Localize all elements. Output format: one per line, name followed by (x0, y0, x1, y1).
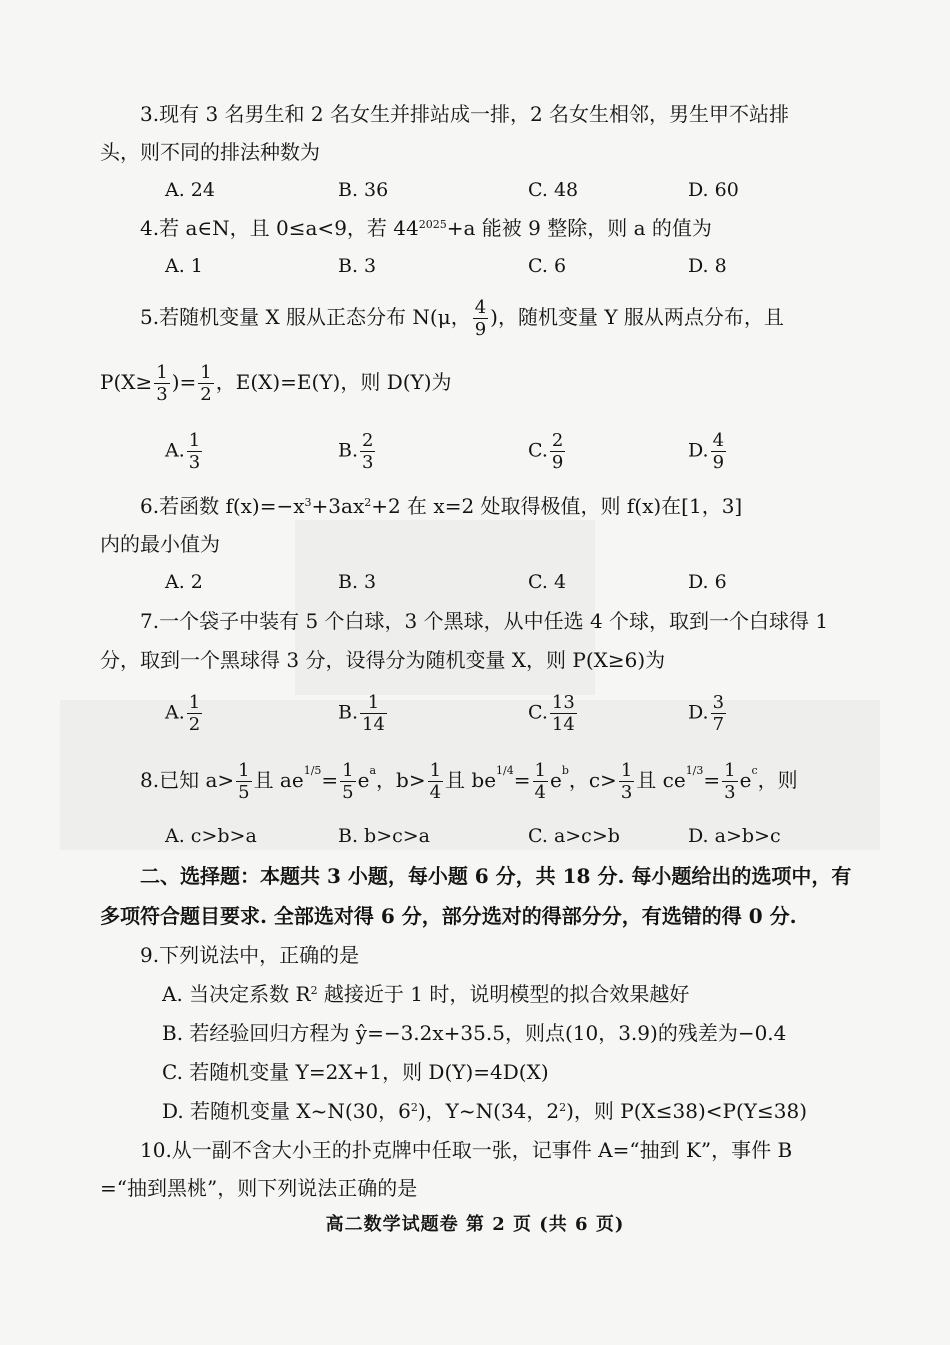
q8-frac-1-5 (236, 760, 251, 803)
q5-option-d (688, 430, 728, 473)
q5-variance-fraction (473, 297, 488, 340)
q6-exp2: 2 (364, 496, 372, 509)
q5-option-c (528, 430, 567, 473)
q5-line2 (100, 362, 452, 405)
q3-line2: 头，则不同的排法种数为 (100, 140, 320, 164)
q8-frac-1-3 (619, 760, 634, 803)
q7-d-den: 7 (712, 714, 725, 735)
q8-frac-1-4 (428, 760, 443, 803)
q7-a-num: 1 (188, 692, 201, 713)
q6-option-b: B. 3 (338, 571, 377, 593)
q8-exp-a: a (369, 764, 377, 777)
q8-t13: ，则 (757, 768, 798, 792)
q10-line1: 10.从一副不含大小王的扑克牌中任取一张，记事件 A=“抽到 K”，事件 B (140, 1138, 793, 1162)
q6-post: +2 在 x=2 处取得极值，则 f(x)在[1，3] (371, 494, 743, 518)
q8-frac-1-3b (722, 760, 737, 803)
q8-f4n: 1 (429, 760, 442, 781)
q8-sup-b: 1/4 (496, 764, 514, 777)
q7-c-frac (550, 692, 577, 735)
q9-a-post: 越接近于 1 时，说明模型的拟合效果越好 (317, 982, 690, 1006)
q5-d-num: 4 (712, 430, 725, 451)
q5-line2-c: ，E(X)=E(Y)，则 D(Y)为 (215, 370, 452, 394)
q5-d-label: D. (688, 439, 709, 462)
q8-f5n: 1 (238, 760, 250, 781)
q8-t9: ，c> (568, 768, 617, 792)
page-footer: 高二数学试题卷 第 2 页 (共 6 页) (325, 1214, 625, 1235)
q8-f5n-b: 1 (342, 760, 354, 781)
q5-c-num: 2 (551, 430, 564, 451)
q9-option-d (162, 1097, 807, 1125)
q4-option-b: B. 3 (338, 255, 377, 277)
q6-line2: 内的最小值为 (100, 532, 220, 556)
q8-stem (140, 760, 798, 803)
q8-t3: = (321, 768, 339, 792)
q5-p-fraction (154, 362, 169, 405)
q3-line1: 3.现有 3 名男生和 2 名女生并排站成一排，2 名女生相邻，男生甲不站排 (140, 102, 790, 126)
q8-exp-c: c (751, 764, 758, 777)
q5-c-frac (550, 430, 565, 473)
q5-r-num: 1 (200, 362, 212, 383)
q8-option-d: D. a>b>c (688, 825, 781, 847)
q7-c-den: 14 (551, 714, 575, 735)
q8-f5d: 5 (238, 782, 250, 803)
q5-a-label: A. (165, 439, 185, 462)
q6-option-c: C. 4 (528, 571, 567, 593)
q7-option-b (338, 692, 389, 735)
q8-f4d-b: 4 (534, 782, 546, 803)
q9-d-exp1: 2 (410, 1101, 418, 1114)
q8-option-c: C. a>c>b (528, 825, 620, 847)
q9-stem: 9.下列说法中，正确的是 (140, 943, 360, 967)
q9-d-pre: D. 若随机变量 X~N(30，6 (162, 1099, 411, 1123)
q8-f3d: 3 (620, 782, 633, 803)
q5-b-frac (360, 430, 375, 473)
q5-line1 (140, 297, 784, 340)
q6-mid: +3ax (311, 494, 365, 518)
q8-f4d: 4 (429, 782, 442, 803)
q7-option-a (165, 692, 204, 735)
q5-b-num: 2 (362, 430, 374, 451)
q4-stem-pre: 4.若 a∈N，且 0≤a<9，若 44 (140, 216, 419, 240)
q7-line1: 7.一个袋子中装有 5 个白球，3 个黑球，从中任选 4 个球，取到一个白球得 1 (140, 609, 829, 633)
q3-option-b: B. 36 (338, 179, 389, 201)
q7-option-d (688, 692, 728, 735)
q5-line2-b: )= (171, 370, 197, 394)
q6-stem (140, 492, 742, 520)
q5-option-a (165, 430, 204, 473)
q9-d-mid: )，Y~N(34，2 (417, 1099, 560, 1123)
q8-f3n-b: 1 (724, 760, 736, 781)
q4-exponent: 2025 (418, 218, 447, 231)
q5-d-frac (711, 430, 726, 473)
q7-b-frac (360, 692, 387, 735)
q6-option-d: D. 6 (688, 571, 727, 593)
q8-t4: e (357, 768, 370, 792)
q4-stem (140, 214, 712, 242)
q7-a-label: A. (165, 701, 185, 724)
q8-f5d-b: 5 (342, 782, 354, 803)
q5-p-num: 1 (156, 362, 168, 383)
q7-b-label: B. (338, 701, 359, 724)
q7-d-frac (711, 692, 726, 735)
section2-heading-line1: 二、选择题：本题共 3 小题，每小题 6 分，共 18 分. 每小题给出的选项中，有 (140, 864, 852, 888)
q8-t7: = (513, 768, 531, 792)
q8-t8: e (549, 768, 562, 792)
q8-t11: = (703, 768, 721, 792)
q5-line2-a: P(X≥ (100, 370, 153, 394)
q8-t6: 且 be (445, 768, 497, 792)
q4-option-d: D. 8 (688, 255, 727, 277)
q8-t10: 且 ce (636, 768, 686, 792)
q6-pre: 6.若函数 f(x)=−x (140, 494, 305, 518)
q5-b-den: 3 (362, 452, 374, 473)
q8-t2: 且 ae (253, 768, 304, 792)
q5-a-frac (187, 430, 202, 473)
q8-sup-a: 1/5 (303, 764, 322, 777)
q9-d-exp2: 2 (559, 1101, 567, 1114)
q8-f3n: 1 (620, 760, 633, 781)
q10-line2: =“抽到黑桃”，则下列说法正确的是 (100, 1176, 418, 1200)
q9-option-c: C. 若随机变量 Y=2X+1，则 D(Y)=4D(X) (162, 1060, 549, 1084)
q8-f4n-b: 1 (534, 760, 546, 781)
q7-a-frac (187, 692, 202, 735)
q7-d-label: D. (688, 701, 709, 724)
q7-d-num: 3 (712, 692, 725, 713)
q8-sup-c: 1/3 (685, 764, 704, 777)
q9-option-b: B. 若经验回归方程为 ŷ=−3.2x+35.5，则点(10，3.9)的残差为−0.4 (162, 1021, 787, 1045)
q6-exp1: 3 (304, 496, 312, 509)
q7-b-num: 1 (360, 692, 387, 714)
q9-option-a (162, 980, 689, 1008)
q5-r-den: 2 (200, 384, 212, 405)
q7-c-num: 13 (551, 692, 575, 713)
q5-var-den: 9 (474, 319, 487, 340)
q6-option-a: A. 2 (165, 571, 203, 593)
q8-exp-b: b (561, 764, 569, 777)
q3-option-d: D. 60 (688, 179, 739, 201)
q5-a-num: 1 (188, 430, 201, 451)
q5-c-label: C. (528, 439, 548, 462)
q5-line1-pre: 5.若随机变量 X 服从正态分布 N(μ， (140, 305, 471, 329)
q5-option-b (338, 430, 377, 473)
q5-b-label: B. (338, 439, 359, 462)
q8-t5: ，b> (376, 768, 426, 792)
q8-frac-1-5b (340, 760, 355, 803)
q7-a-den: 2 (188, 714, 201, 735)
q9-d-post: )，则 P(X≤38)<P(Y≤38) (566, 1099, 808, 1123)
q7-option-c (528, 692, 579, 735)
q4-option-a: A. 1 (165, 255, 203, 277)
q9-a-exp: 2 (310, 984, 318, 997)
section2-heading-line2: 多项符合题目要求. 全部选对得 6 分，部分选对的得部分分，有选错的得 0 分. (100, 904, 797, 928)
q8-option-a: A. c>b>a (165, 825, 257, 847)
q8-frac-1-4b (533, 760, 548, 803)
q5-d-den: 9 (712, 452, 725, 473)
q3-option-a: A. 24 (165, 179, 215, 201)
q7-c-label: C. (528, 701, 548, 724)
q5-p-den: 3 (156, 384, 168, 405)
q5-r-fraction (198, 362, 213, 405)
q7-line2: 分，取到一个黑球得 3 分，设得分为随机变量 X，则 P(X≥6)为 (100, 648, 666, 672)
q5-line1-post: )，随机变量 Y 服从两点分布，且 (490, 305, 784, 329)
q8-t12: e (739, 768, 752, 792)
q8-option-b: B. b>c>a (338, 825, 431, 847)
q5-var-num: 4 (474, 297, 487, 318)
q5-c-den: 9 (551, 452, 564, 473)
q8-t1: 8.已知 a> (140, 768, 235, 792)
q4-option-c: C. 6 (528, 255, 567, 277)
q9-a-pre: A. 当决定系数 R (162, 982, 311, 1006)
q7-b-den: 14 (362, 714, 385, 735)
q8-f3d-b: 3 (724, 782, 736, 803)
q4-stem-post: +a 能被 9 整除，则 a 的值为 (446, 216, 712, 240)
q5-a-den: 3 (188, 452, 201, 473)
q3-option-c: C. 48 (528, 179, 579, 201)
